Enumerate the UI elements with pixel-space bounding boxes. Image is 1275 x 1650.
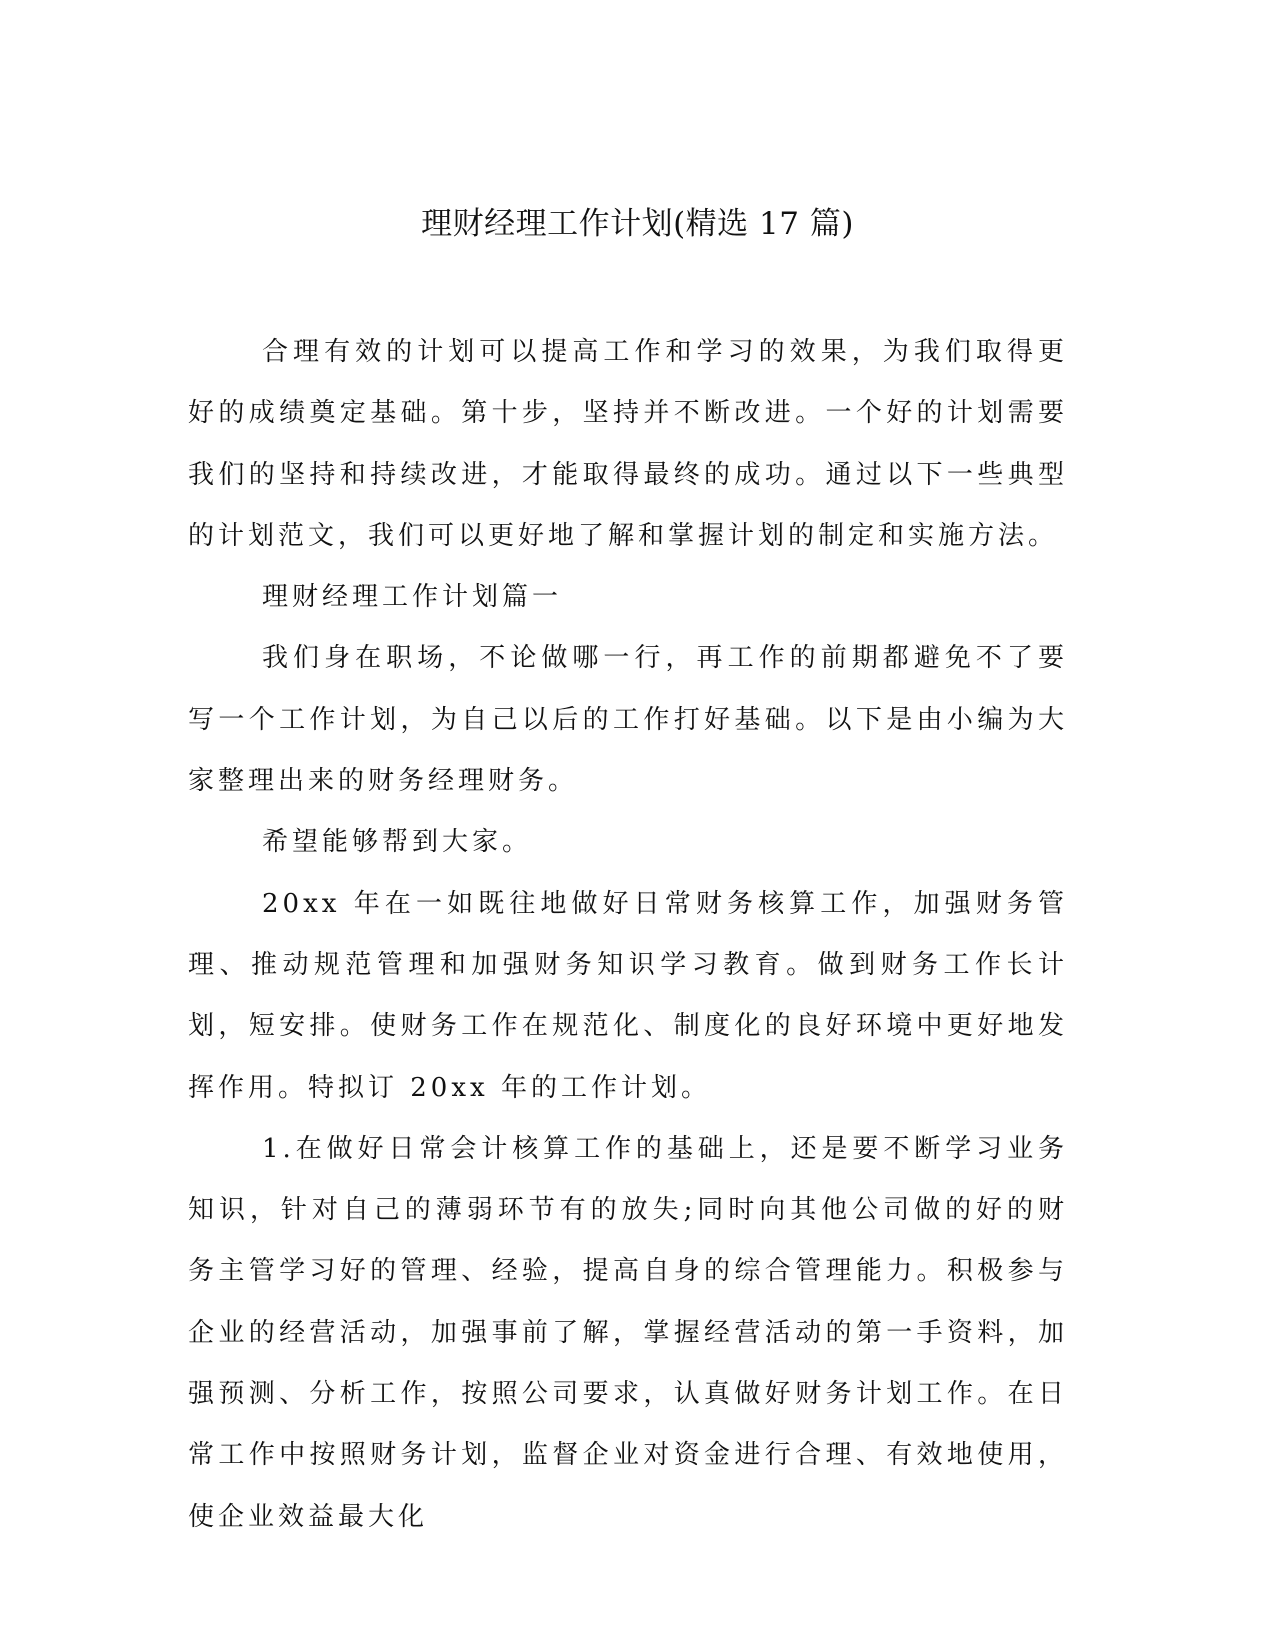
body-paragraph: 我们身在职场，不论做哪一行，再工作的前期都避免不了要写一个工作计划，为自己以后的工作打好基础。以下是由小编为大家整理出来的财务经理财务。 — [188, 643, 1068, 797]
body-paragraph: 希望能够帮到大家。 — [262, 827, 533, 858]
list-item-paragraph: 1.在做好日常会计核算工作的基础上，还是要不断学习业务知识，针对自己的薄弱环节有的放失;同时向其他公司做的好的财务主管学习好的管理、经验，提高自身的综合管理能力。积极参与企业的经营活动，加强事前了解，掌握经营活动的第一手资料，加强预测、分析工作，按照公司要求，认真做好财务计划工作。在日常工作中按照财务计划，监督企业对资金进行合理、有效地使用，使企业效益最大化 — [188, 1133, 1068, 1532]
intro-paragraph: 合理有效的计划可以提高工作和学习的效果，为我们取得更好的成绩奠定基础。第十步，坚持并不断改进。一个好的计划需要我们的坚持和持续改进，才能取得最终的成功。通过以下一些典型的计划范文，我们可以更好地了解和掌握计划的制定和实施方法。 — [188, 337, 1068, 551]
document-body — [188, 322, 1068, 1548]
document-title: 理财经理工作计划(精选 17 篇) — [421, 206, 854, 242]
body-paragraph: 20xx 年在一如既往地做好日常财务核算工作，加强财务管理、推动规范管理和加强财务知识学习教育。做到财务工作长计划，短安排。使财务工作在规范化、制度化的良好环境中更好地发挥作用。特拟订 20xx 年的工作计划。 — [188, 888, 1068, 1103]
section-heading: 理财经理工作计划篇一 — [262, 582, 563, 613]
